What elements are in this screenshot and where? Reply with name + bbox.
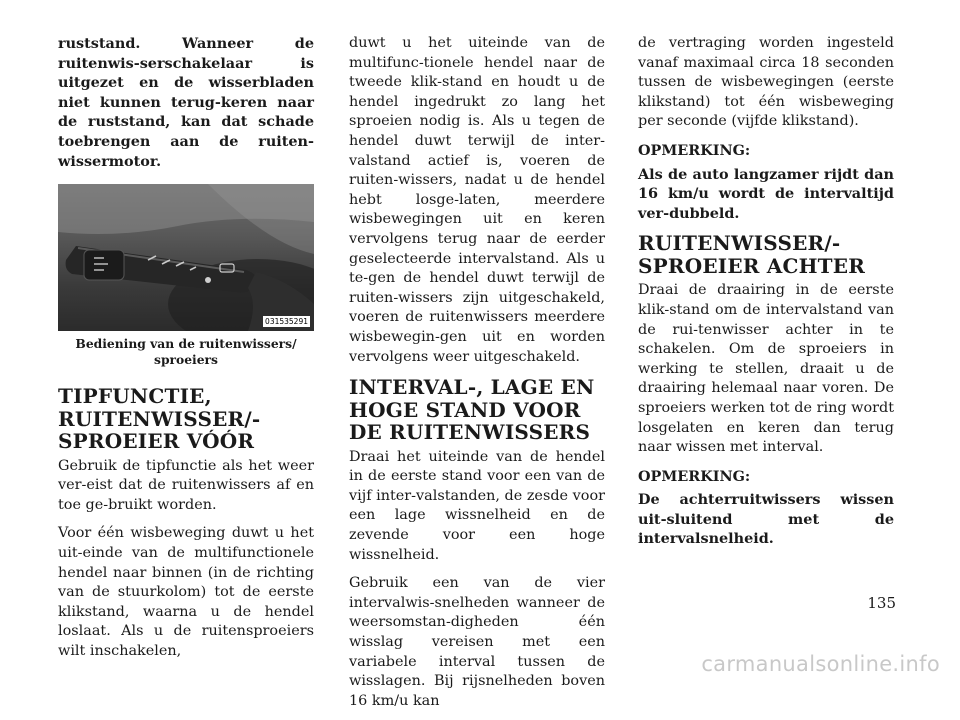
body-paragraph: Draai het uiteinde van de hendel in de eerste stand voor een van de vijf inter-valstanden, de zesde voor een lage wissnelheid en de zevende voor een hoge wissnelheid. (349, 448, 605, 563)
note-text: Als de auto langzamer rijdt dan 16 km/u wordt de intervaltijd ver-dubbeld. (638, 165, 894, 222)
section-heading-interval: INTERVAL-, LAGE EN HOGE STAND VOOR DE RUITENWISSERS (349, 375, 595, 445)
column-1 (58, 34, 314, 671)
intro-warning-text: ruststand. Wanneer de ruitenwis-serschakelaar is uitgezet en de wisserbladen niet kunnen terug-keren naar de ruststand, kan dat schade toebrengen aan de ruiten-wissermotor. (58, 35, 314, 170)
body-paragraph: duwt u het uiteinde van de multifunc-tionele hendel naar de tweede klik-stand en houdt u de hendel ingedrukt zo lang het sproeien nodig is. Als u tegen de hendel duwt terwijl de inter-valstand actief is, voeren de ruiten-wissers, nadat u de hendel hebt losge-laten, meerdere wisbewegingen uit en keren vervolgens terug naar de eerder geselecteerde intervalstand. Als u te-gen de hendel duwt terwijl de ruiten-wissers zijn uitgeschakeld, voeren de ruitenwissers meerdere wisbewegin-gen uit en worden vervolgens weer uitgeschakeld. (349, 35, 605, 365)
body-paragraph: Voor één wisbeweging duwt u het uit-einde van de multifunctionele hendel naar binnen (in de richting van de stuurkolom) tot de eerste klikstand, waarna u de hendel loslaat. Als u de ruitensproeiers wilt inschakelen, (58, 525, 314, 659)
column-3 (638, 34, 894, 558)
note-label: OPMERKING: (638, 141, 751, 159)
note-label: OPMERKING: (638, 467, 751, 485)
figure-code: 031535291 (265, 317, 308, 327)
section-heading-achter: RUITENWISSER/- SPROEIER ACHTER (638, 231, 866, 278)
page-number: 135 (867, 594, 896, 612)
body-paragraph: Gebruik een van de vier intervalwis-snelheden wanneer de weersomstan-digheden één wisslag vereisen met een variabele interval tussen de wisslagen. Bij rijsnelheden boven 16 km/u kan (349, 575, 605, 709)
body-paragraph: Draai de draairing in de eerste klik-stand om de intervalstand van de rui-tenwisser achter in te schakelen. Om de sproeiers in werking te stellen, draait u de draairing helemaal naar voren. De sproeiers werken tot de ring wordt losgelaten en keren dan terug naar wissen met interval. (638, 282, 894, 456)
watermark-text: carmanualsonline.info (701, 652, 940, 676)
section-heading-tipfunctie: TIPFUNCTIE, RUITENWISSER/- SPROEIER VÓÓR (58, 384, 261, 454)
figure-caption: Bediening van de ruitenwissers/ sproeiers (75, 336, 297, 368)
body-paragraph: de vertraging worden ingesteld vanaf maximaal circa 18 seconden tussen de wisbewegingen (eerste klikstand) tot één wisbeweging per seconde (vijfde klikstand). (638, 35, 894, 130)
wiper-lever-photo (58, 184, 314, 331)
note-text: De achterruitwissers wissen uit-sluitend met de intervalsnelheid. (638, 491, 894, 548)
column-2 (349, 34, 605, 720)
wiper-lever-illustration (58, 184, 314, 331)
body-paragraph: Gebruik de tipfunctie als het weer ver-eist dat de ruitenwissers af en toe ge-bruikt worden. (58, 457, 314, 513)
